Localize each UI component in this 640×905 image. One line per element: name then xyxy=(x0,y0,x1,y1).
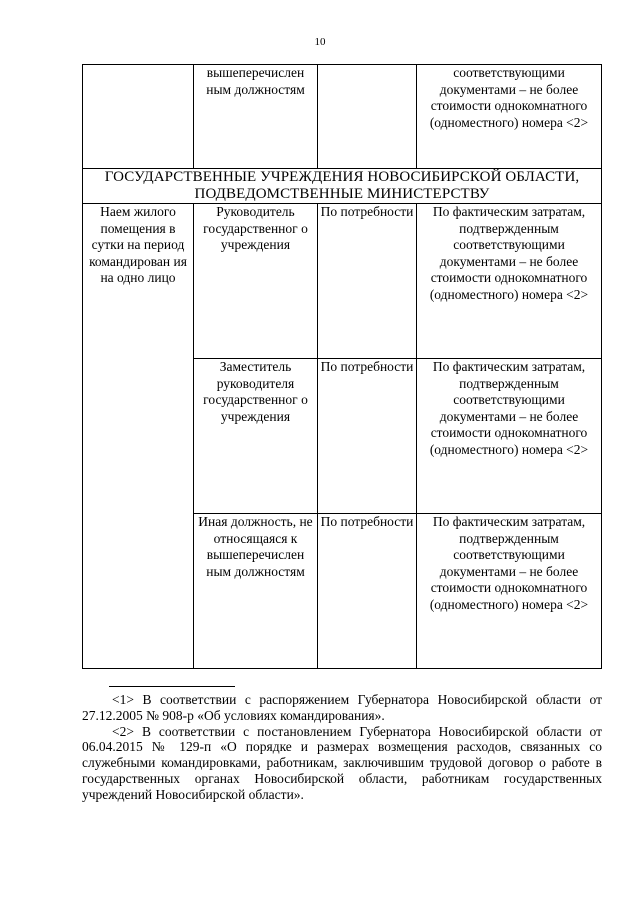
footnote-2: <2> В соответствии с постановлением Губернатора Новосибирской области от 06.04.2015 № 129-п «О порядке и размерах возмещения расходов, связанных со служебными командировками, работникам, заключившим трудовой договор о работе в государственных органах Новосибирской области, работникам государственных учреждений Новосибирской области». xyxy=(82,723,602,802)
table-cell-amount: По фактическим затратам, подтвержденным соответствующими документами – не более стоимости однокомнатного (одноместного) номера <2> xyxy=(417,514,602,669)
table-cell-amount: По фактическим затратам, подтвержденным соответствующими документами – не более стоимости однокомнатного (одноместного) номера <2> xyxy=(417,204,602,359)
table-cell-norm: По потребности xyxy=(318,359,417,514)
footnote-divider xyxy=(109,686,235,687)
table-cell-norm: По потребности xyxy=(318,204,417,359)
table-cell-norm xyxy=(318,65,417,169)
section-header: ГОСУДАРСТВЕННЫЕ УЧРЕЖДЕНИЯ НОВОСИБИРСКОЙ ОБЛАСТИ, ПОДВЕДОМСТВЕННЫЕ МИНИСТЕРСТВУ xyxy=(83,169,602,204)
table-cell-position: Руководитель государственног о учреждения xyxy=(194,204,318,359)
footnote-1: <1> В соответствии с распоряжением Губернатора Новосибирской области от 27.12.2005 № 908-р «Об условиях командирования». xyxy=(82,692,602,723)
table-row xyxy=(83,204,602,359)
page-number: 10 xyxy=(314,36,326,48)
table-cell-position: Иная должность, не относящаяся к вышеперечислен ным должностям xyxy=(194,514,318,669)
table-cell-position: Заместитель руководителя государственног о учреждения xyxy=(194,359,318,514)
table-cell-expense-type: Наем жилого помещения в сутки на период командирован ия на одно лицо xyxy=(83,204,194,669)
table-row xyxy=(83,65,602,169)
table-cell-position: вышеперечислен ным должностям xyxy=(194,65,318,169)
table-cell-amount: По фактическим затратам, подтвержденным соответствующими документами – не более стоимости однокомнатного (одноместного) номера <2> xyxy=(417,359,602,514)
table-cell-norm: По потребности xyxy=(318,514,417,669)
section-header-row xyxy=(83,169,602,204)
table-cell-expense-type xyxy=(83,65,194,169)
table-cell-amount: соответствующими документами – не более стоимости однокомнатного (одноместного) номера <2> xyxy=(417,65,602,169)
footnotes xyxy=(82,692,602,803)
expense-norms-table xyxy=(82,64,602,669)
